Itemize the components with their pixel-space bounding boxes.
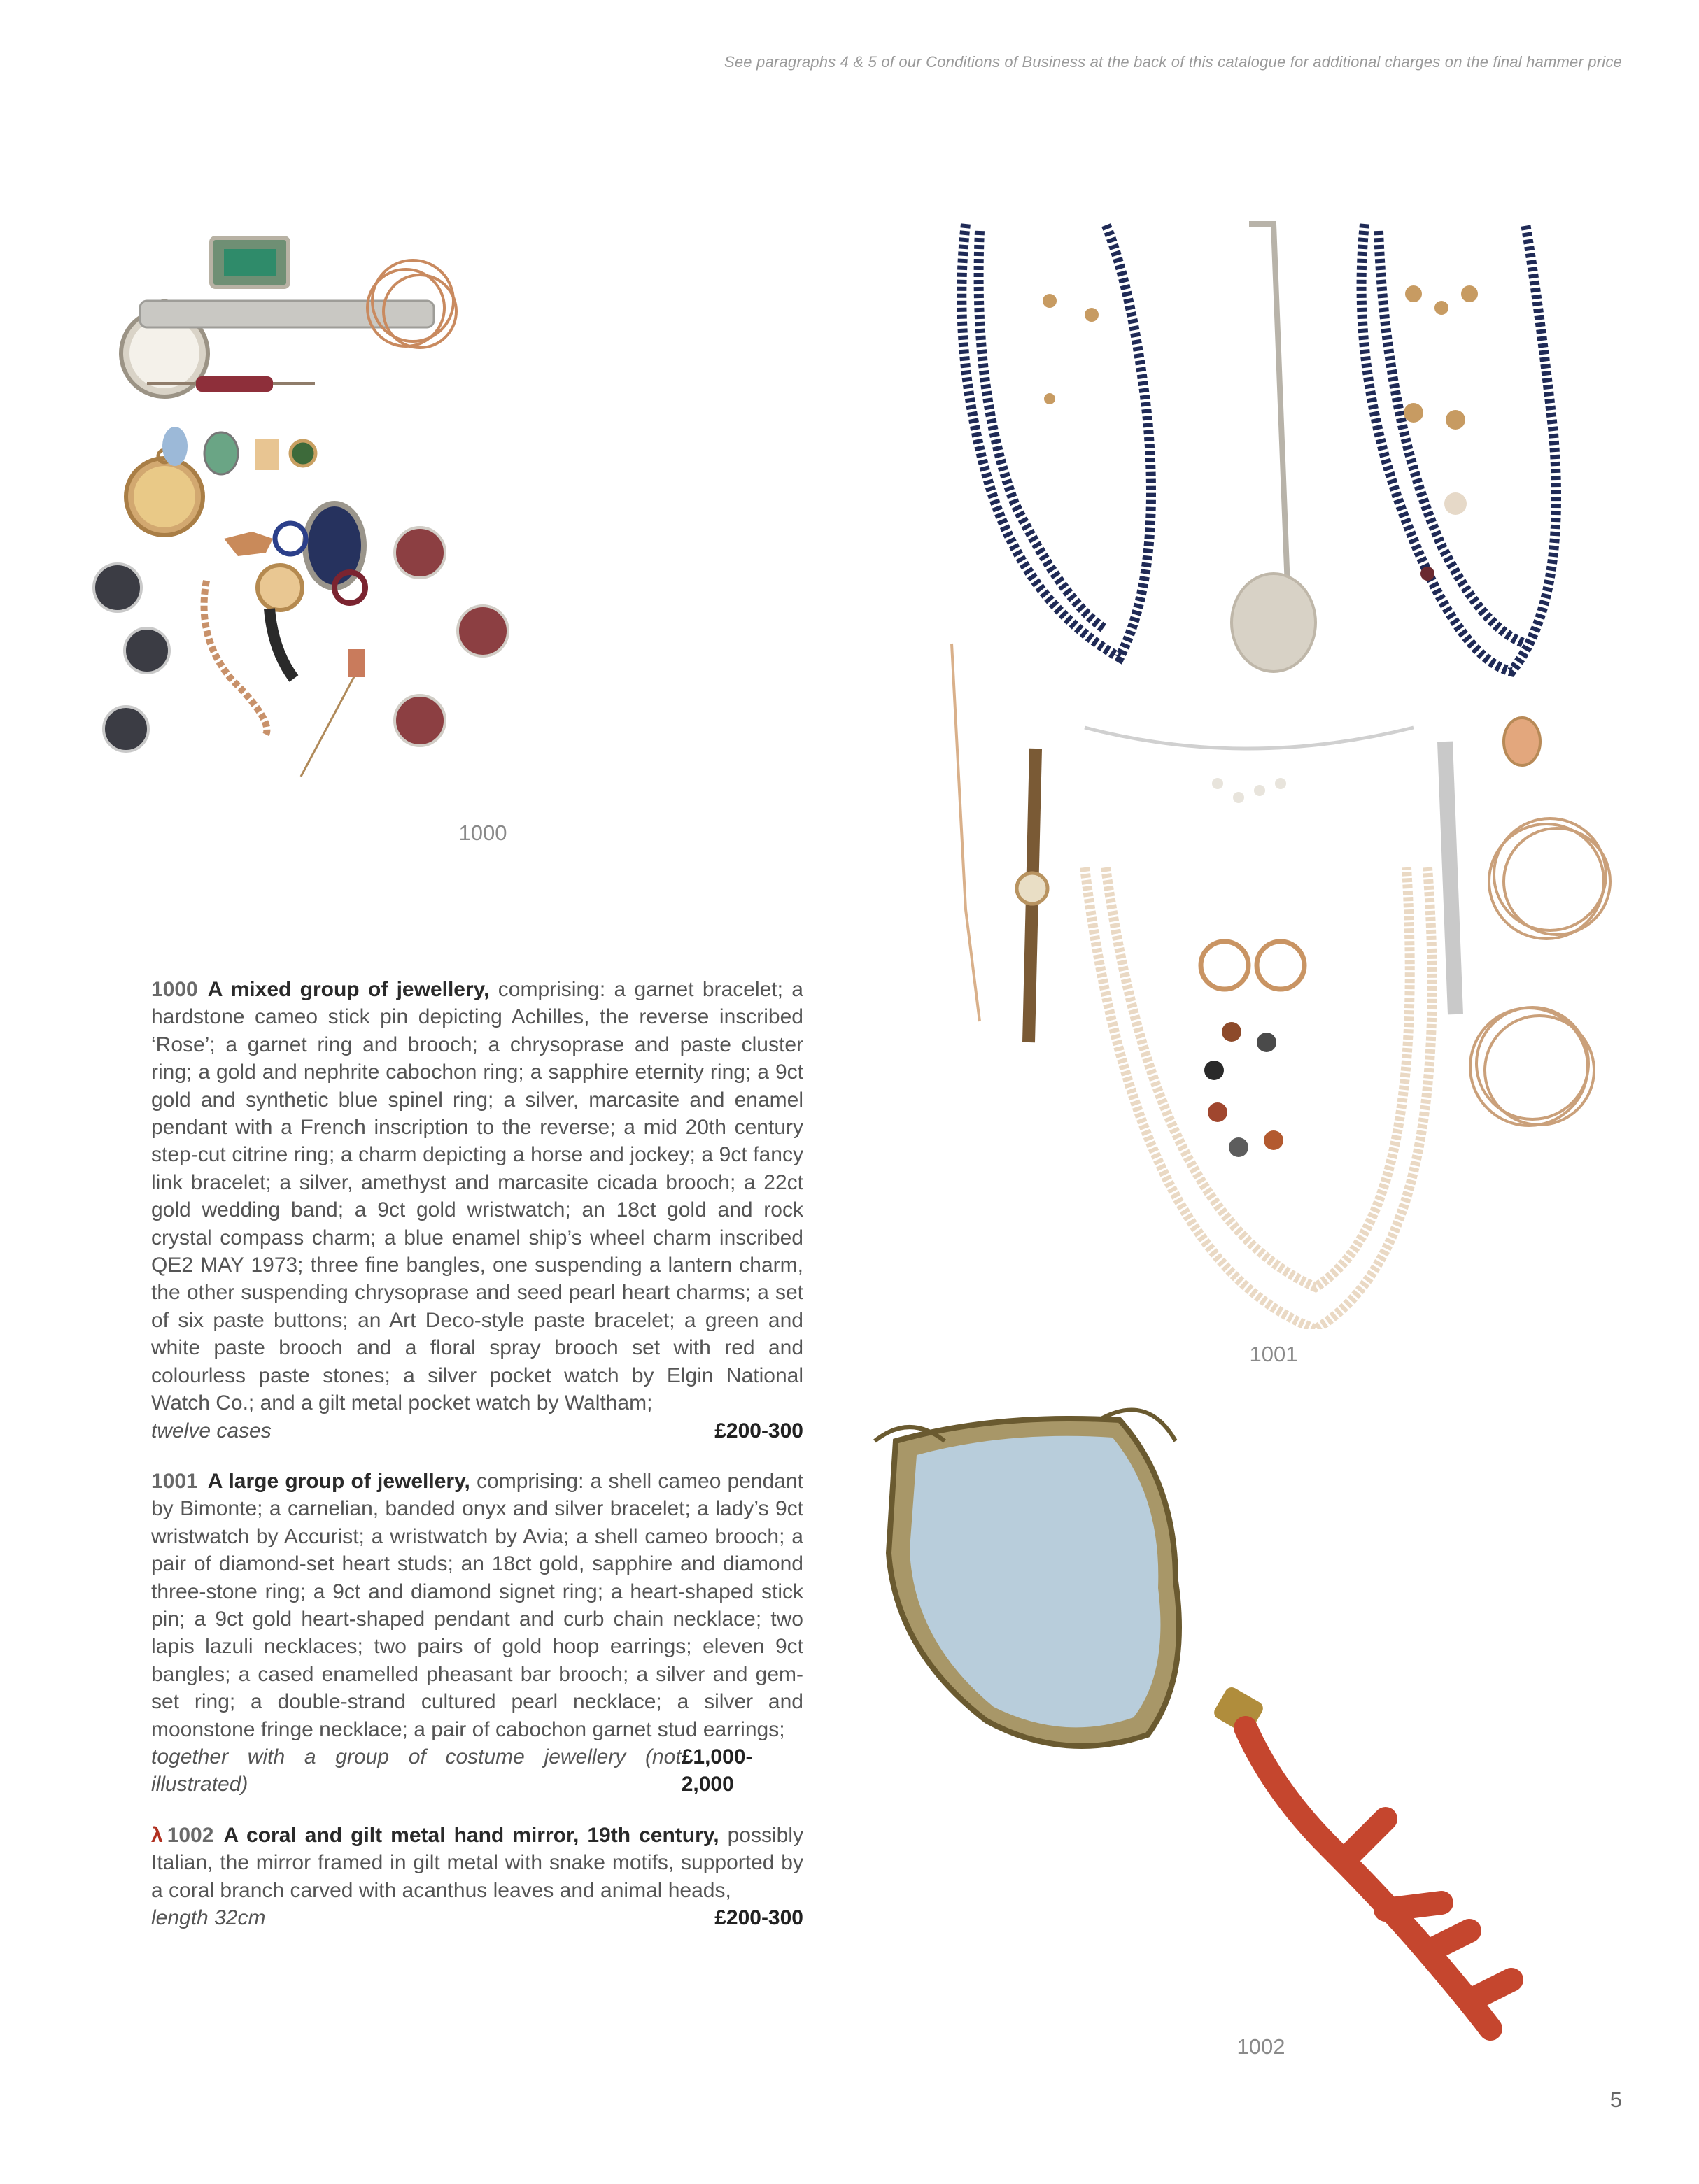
- shell-cameo-brooch: [1504, 718, 1540, 765]
- lot-estimate-line: [151, 1743, 803, 1799]
- lot-number: 1002: [167, 1823, 214, 1847]
- spinel-ring: [162, 427, 188, 466]
- lot-estimate-line: [151, 1417, 803, 1445]
- lot-note: twelve cases: [151, 1419, 272, 1442]
- lot-1002-entry: [151, 1822, 803, 1932]
- heart-pendant-chain: [952, 644, 980, 1021]
- lambda-symbol: λ: [151, 1823, 163, 1847]
- lot-1001-entry: [151, 1468, 803, 1799]
- lot-title: A mixed group of jewellery,: [207, 978, 490, 1001]
- lot-1000-photo: [91, 231, 763, 804]
- lot-number: 1000: [151, 978, 198, 1001]
- lot-title: A coral and gilt metal hand mirror, 19th century,: [223, 1823, 719, 1847]
- lot-number: 1001: [151, 1469, 198, 1493]
- conditions-note: See paragraphs 4 & 5 of our Conditions of Business at the back of this catalogue for additional charges on the final hammer price: [724, 53, 1622, 71]
- lot-title: A large group of jewellery,: [207, 1469, 470, 1493]
- curb-chain-necklace: [1249, 224, 1288, 588]
- lot-estimate: £1,000-2,000: [681, 1745, 753, 1796]
- lot-estimate: £200-300: [714, 1906, 803, 1929]
- carnelian-onyx-bracelet: [1204, 1022, 1283, 1157]
- lot-1002-photo-label: 1002: [1236, 2034, 1285, 2059]
- lot-note: length 32cm: [151, 1906, 266, 1929]
- paste-buttons: [94, 527, 508, 751]
- gold-bangles: [1470, 818, 1610, 1126]
- lot-description: comprising: a garnet bracelet; a hardstone cameo stick pin depicting Achilles, the reverse inscribed ‘Rose’; a garnet ring and brooch; a chrysoprase and paste cluster ring; a gold and nephrite cabochon ring; a sapphire eternity ring; a 9ct gold and synthetic blue spinel ring; a silver, marcasite and enamel pendant with a French inscription to the reverse; a mid 20th century step-cut citrine ring; a charm depicting a horse and jockey; a 9ct fancy link bracelet; a silver, amethyst and marcasite cicada brooch; a 22ct gold wedding band; a 9ct gold wristwatch; an 18ct gold and rock crystal compass charm; a blue enamel ship’s wheel charm inscribed QE2 MAY 1973; three fine bangles, one suspending a lantern charm, the other suspending chrysoprase and seed pearl heart charms; a set of six paste buttons; an Art Deco-style paste bracelet; a green and white paste brooch and a floral spray brooch set with red and colourless paste stones; a silver pocket watch by Elgin National Watch Co.; and a gilt metal pocket watch by Waltham;: [151, 978, 803, 1415]
- lot-1001-photo-label: 1001: [1249, 1342, 1298, 1366]
- page-number: 5: [1609, 2087, 1622, 2112]
- stick-pin: [301, 672, 357, 777]
- moonstone-fringe-necklace: [1085, 728, 1414, 749]
- coral-handle: [1246, 1728, 1511, 2029]
- fancy-link-bracelet: [204, 581, 267, 735]
- art-deco-bracelet: [140, 301, 434, 327]
- hoop-earrings: [1201, 942, 1304, 989]
- shell-cameo-pendant: [1232, 574, 1316, 672]
- lot-1002-photo: [854, 1399, 1651, 2064]
- chrysoprase-ring: [204, 432, 238, 474]
- lot-1001-photo: [924, 210, 1651, 1329]
- lot-estimate-line: [151, 1904, 803, 1931]
- gold-wristwatch: [258, 565, 302, 679]
- lot-1000-photo-label: 1000: [458, 821, 507, 845]
- pearl-necklace: [1085, 867, 1432, 1329]
- lot-1000-entry: [151, 976, 803, 1445]
- nephrite-ring: [290, 441, 316, 466]
- lot-description: comprising: a shell cameo pendant by Bimonte; a carnelian, banded onyx and silver bracelet; a lady’s 9ct wristwatch by Accurist; a wristwatch by Avia; a shell cameo brooch; a pair of diamond-set heart studs; an 18ct gold, sapphire and diamond three-stone ring; a 9ct and diamond signet ring; a heart-shaped stick pin; a 9ct gold heart-shaped pendant and curb chain necklace; two lapis lazuli necklaces; two pairs of gold hoop earrings; eleven 9ct bangles; a cased enamelled pheasant bar brooch; a silver and gem-set ring; a double-strand cultured pearl necklace; a silver and moonstone fringe necklace; a pair of cabochon garnet stud earrings;: [151, 1469, 804, 1741]
- lot-description: possibly Italian, the mirror framed in gilt metal with snake motifs, supported by a coral branch carved with acanthus leaves and animal heads,: [151, 1823, 803, 1902]
- citrine-ring: [255, 439, 279, 470]
- lot-descriptions: [151, 976, 803, 1955]
- small-jewels: [1043, 285, 1478, 581]
- lot-note: together with a group of costume jewellery (not illustrated): [151, 1745, 682, 1796]
- ships-wheel-charm: [275, 523, 306, 554]
- horse-charm: [224, 532, 273, 556]
- pocket-watch-gold: [126, 450, 203, 535]
- avia-wristwatch: [1445, 742, 1455, 1014]
- lot-estimate: £200-300: [714, 1419, 803, 1442]
